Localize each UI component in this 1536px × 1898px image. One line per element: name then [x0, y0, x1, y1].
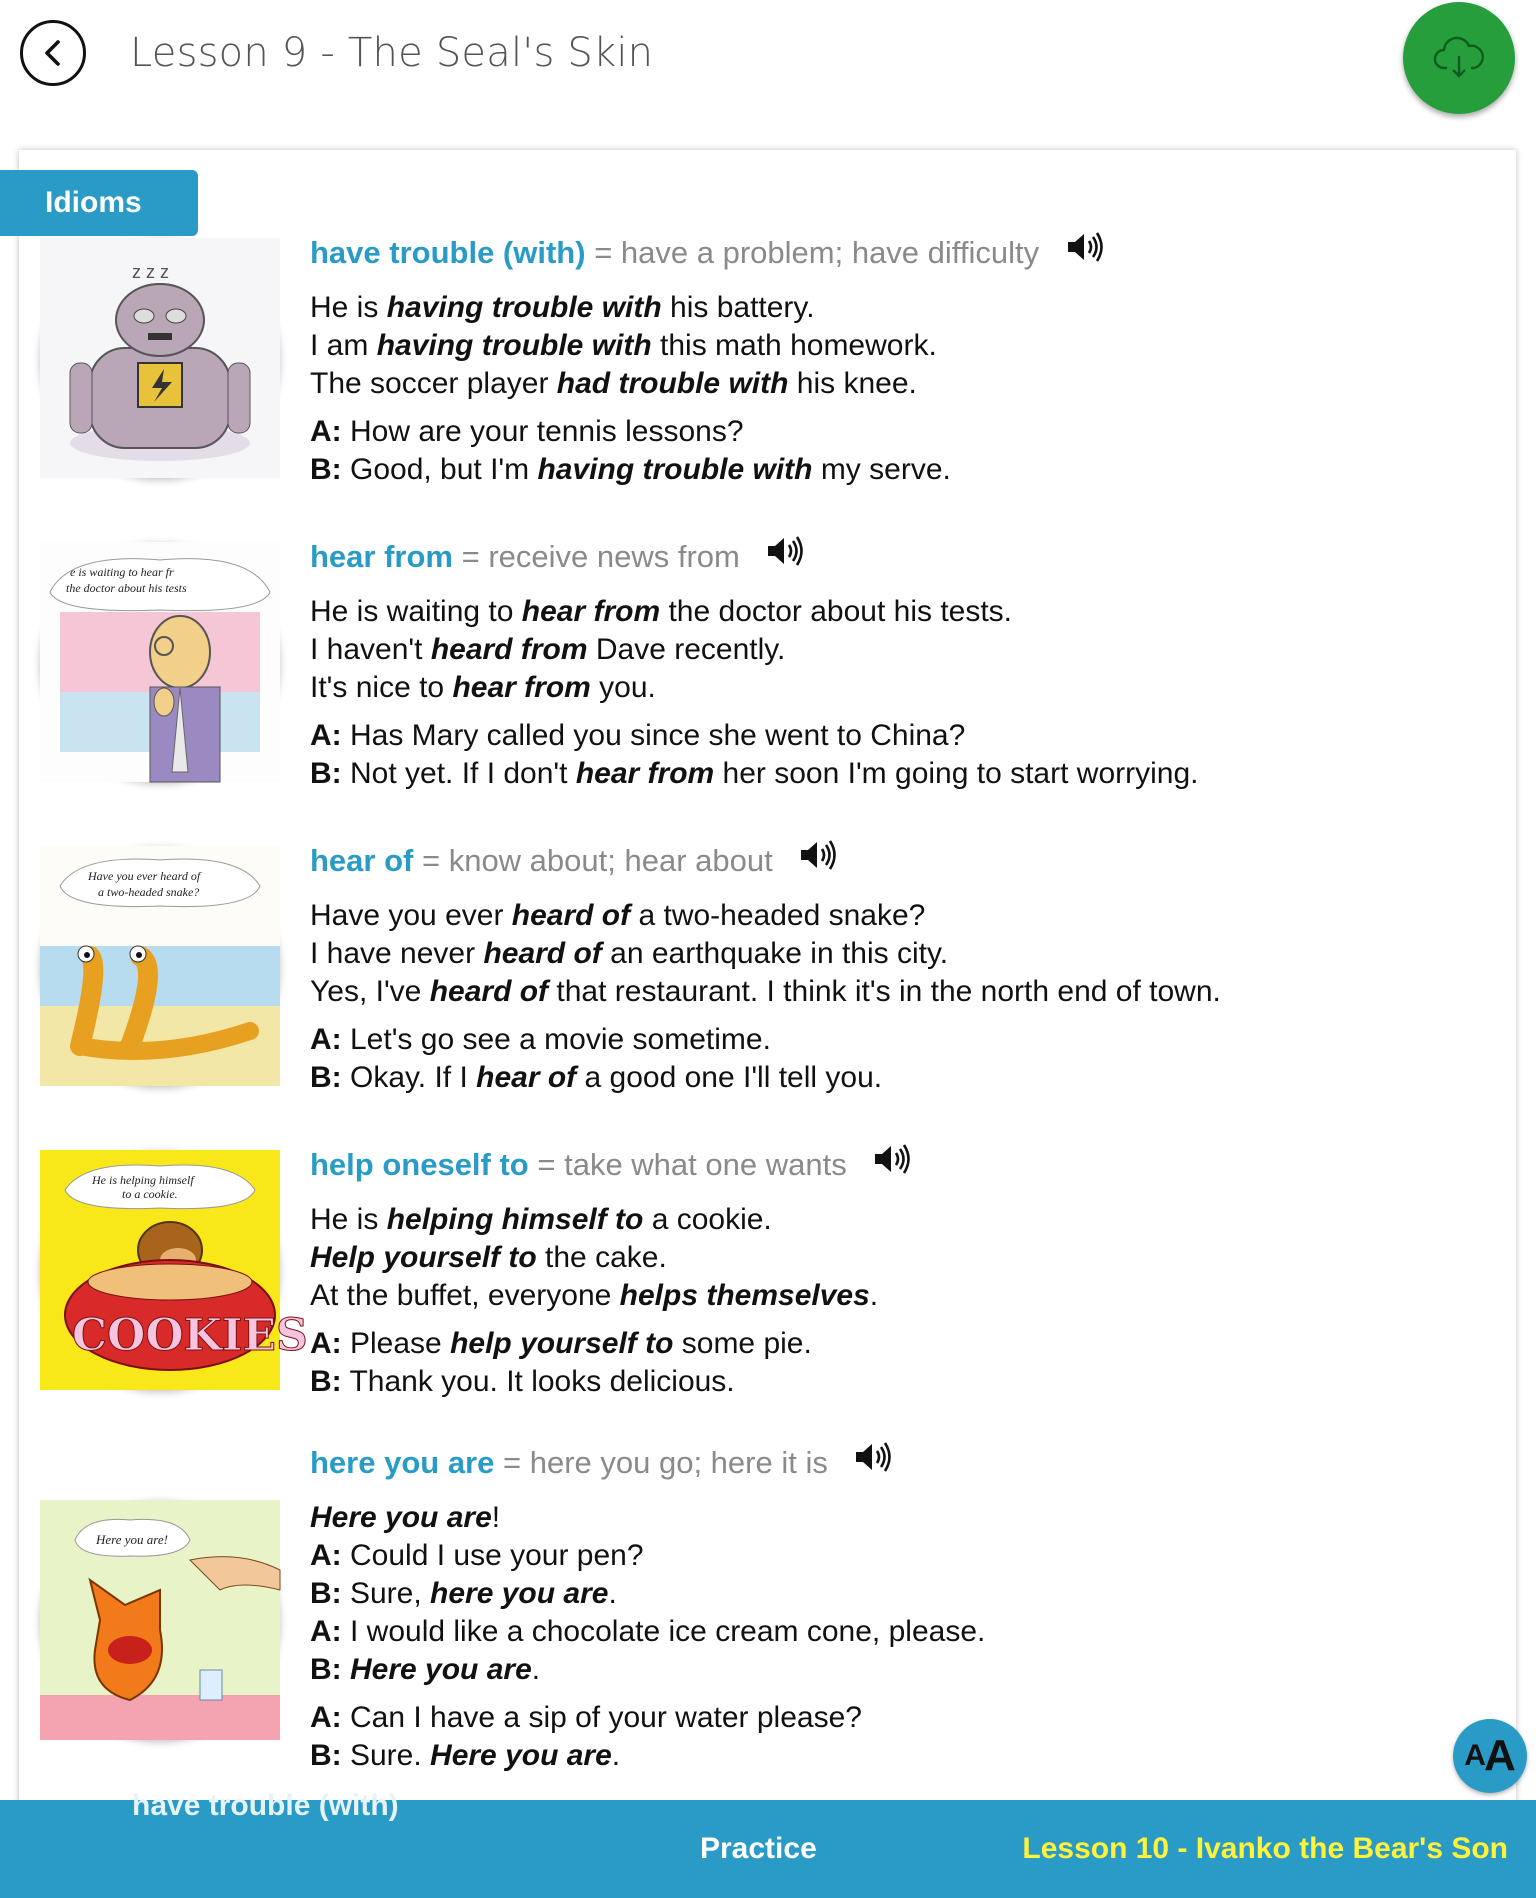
- sentence-text: I am: [310, 329, 377, 363]
- idiom-illustration: [40, 1150, 308, 1390]
- idiom-keyword: heard from: [430, 633, 588, 667]
- example-list: [310, 593, 1490, 707]
- speaker-label: A:: [310, 1539, 342, 1573]
- speaker-icon[interactable]: [1066, 231, 1104, 272]
- idiom-heading: [310, 1146, 1490, 1187]
- example-sentence: [310, 1239, 1490, 1277]
- dialogue: [310, 1325, 1490, 1401]
- sentence-text: a two-headed snake?: [630, 899, 926, 933]
- idiom-definition: = have a problem; have difficulty: [594, 235, 1040, 270]
- idiom-keyword: Help yourself to: [310, 1241, 537, 1275]
- sentence-text: Thank you. It looks delicious.: [341, 1365, 735, 1399]
- dialogue: [310, 1699, 1490, 1775]
- example-list: [310, 897, 1490, 1011]
- sentence-text: some pie.: [673, 1327, 812, 1361]
- idiom-keyword: having trouble with: [386, 291, 662, 325]
- idiom-heading: [310, 538, 1490, 579]
- idiom-illustration: [40, 238, 280, 478]
- example-sentence: [310, 327, 1490, 365]
- illustration-caption: the doctor about his tests: [66, 581, 187, 595]
- idiom-heading: [310, 842, 1490, 883]
- idiom-keyword: Here you are: [350, 1653, 532, 1687]
- idiom-text: [310, 1444, 1490, 1775]
- example-sentence: [310, 1575, 1490, 1613]
- sentence-text: Please: [341, 1327, 451, 1361]
- speaker-label: A:: [310, 1327, 342, 1361]
- sentence-text: you.: [590, 671, 656, 705]
- speaker-label: B:: [310, 757, 342, 791]
- sentence-text: a good one I'll tell you.: [576, 1061, 883, 1095]
- example-sentence: [310, 935, 1490, 973]
- illustration-caption: Have you ever heard of: [88, 869, 201, 883]
- example-sentence: [310, 1277, 1490, 1315]
- idiom-keyword: heard of: [511, 899, 631, 933]
- next-lesson-link[interactable]: Lesson 10 - Ivanko the Bear's Son: [1022, 1832, 1508, 1865]
- speaker-label: B:: [310, 1653, 342, 1687]
- sentence-text: Okay. If I: [341, 1061, 477, 1095]
- sentence-text: .: [611, 1739, 621, 1773]
- idiom-keyword: having trouble with: [376, 329, 652, 363]
- idiom-definition: = here you go; here it is: [503, 1445, 828, 1480]
- dialogue-line: [310, 1021, 1490, 1059]
- font-size-label-small: A: [1464, 1739, 1486, 1772]
- idiom-term: have trouble (with): [310, 235, 586, 270]
- sentence-text: the doctor about his tests.: [660, 595, 1013, 629]
- dialogue-line: [310, 1325, 1490, 1363]
- sentence-text: that restaurant. I think it's in the north end of town.: [548, 975, 1221, 1009]
- sentence-text: a cookie.: [643, 1203, 772, 1237]
- illustration-caption: a two-headed snake?: [98, 885, 200, 899]
- idiom-keyword: hear of: [476, 1061, 577, 1095]
- speaker-label: A:: [310, 1615, 342, 1649]
- speaker-label: A:: [310, 719, 342, 753]
- idiom-term: help oneself to: [310, 1147, 529, 1182]
- example-sentence: [310, 1613, 1490, 1651]
- example-list: [310, 1499, 1490, 1689]
- illustration-label: COOKIES: [72, 1310, 308, 1361]
- illustration-caption: He is helping himself: [92, 1173, 194, 1187]
- idiom-keyword: helps themselves: [619, 1279, 870, 1313]
- example-sentence: [310, 289, 1490, 327]
- idioms-card: [19, 150, 1516, 1810]
- idiom-keyword: heard of: [429, 975, 549, 1009]
- idiom-text: [310, 1146, 1490, 1401]
- sentence-text: I haven't: [310, 633, 431, 667]
- idiom-keyword: here you are: [430, 1577, 609, 1611]
- idiom-definition: = receive news from: [461, 539, 740, 574]
- sentence-text: Sure,: [341, 1577, 431, 1611]
- sentence-text: Have you ever: [310, 899, 512, 933]
- sentence-text: The soccer player: [310, 367, 557, 401]
- idiom-heading: [310, 1444, 1490, 1485]
- idiom-illustration: [40, 1500, 280, 1740]
- sentence-text: Yes, I've: [310, 975, 430, 1009]
- idiom-text: [310, 842, 1490, 1097]
- sentence-text: I would like a chocolate ice cream cone, please.: [341, 1615, 986, 1649]
- idiom-keyword: had trouble with: [556, 367, 789, 401]
- sentence-text: Can I have a sip of your water please?: [341, 1701, 862, 1735]
- sentence-text: !: [491, 1501, 501, 1535]
- example-list: [310, 1201, 1490, 1315]
- speaker-icon[interactable]: [873, 1143, 911, 1184]
- sentence-text: this math homework.: [651, 329, 937, 363]
- dialogue-line: [310, 1363, 1490, 1401]
- speaker-icon[interactable]: [766, 535, 804, 576]
- sentence-text: his battery.: [661, 291, 815, 325]
- svg-text:z z z: z z z: [132, 262, 170, 282]
- sentence-text: Could I use your pen?: [341, 1539, 644, 1573]
- back-button[interactable]: [20, 20, 86, 86]
- sentence-text: [342, 1653, 350, 1686]
- idiom-illustration: [40, 542, 280, 782]
- speaker-label: A:: [310, 1701, 342, 1735]
- sentence-text: an earthquake in this city.: [601, 937, 949, 971]
- illustration-caption: e is waiting to hear fr: [70, 565, 174, 579]
- bottom-nav-bar: [0, 1789, 1536, 1898]
- sentence-text: Sure.: [341, 1739, 431, 1773]
- illustration-caption: to a cookie.: [122, 1187, 178, 1201]
- idiom-illustration: [40, 846, 280, 1086]
- idiom-term: hear of: [310, 843, 414, 878]
- chevron-left-icon: [38, 38, 68, 68]
- sentence-text: Dave recently.: [587, 633, 786, 667]
- idiom-heading: [310, 234, 1490, 275]
- sentence-text: At the buffet, everyone: [310, 1279, 620, 1313]
- sentence-text: the cake.: [536, 1241, 667, 1275]
- example-sentence: [310, 1201, 1490, 1239]
- font-size-label-big: A: [1483, 1731, 1516, 1780]
- sentence-text: Not yet. If I don't: [341, 757, 576, 791]
- sentence-text: I have never: [310, 937, 484, 971]
- download-button[interactable]: [1403, 2, 1515, 114]
- idiom-keyword: heard of: [483, 937, 602, 971]
- speaker-icon[interactable]: [854, 1441, 892, 1482]
- scrolling-heading-ghost: have trouble (with): [132, 1789, 399, 1822]
- speaker-label: B:: [310, 453, 342, 487]
- speaker-label: B:: [310, 1739, 342, 1773]
- example-sentence: [310, 365, 1490, 403]
- idiom-keyword: Here you are: [430, 1739, 612, 1773]
- sentence-text: He is: [310, 291, 387, 325]
- practice-button[interactable]: Practice: [700, 1832, 817, 1865]
- sentence-text: Has Mary called you since she went to China?: [341, 719, 966, 753]
- dialogue-line: [310, 717, 1490, 755]
- page-title: Lesson 9 - The Seal's Skin: [130, 30, 654, 76]
- idiom-keyword: hear from: [521, 595, 661, 629]
- dialogue: [310, 717, 1490, 793]
- example-sentence: [310, 973, 1490, 1011]
- dialogue-line: [310, 1737, 1490, 1775]
- speaker-label: B:: [310, 1365, 342, 1399]
- dialogue: [310, 1021, 1490, 1097]
- idiom-term: hear from: [310, 539, 453, 574]
- sentence-text: How are your tennis lessons?: [341, 415, 744, 449]
- example-sentence: [310, 1499, 1490, 1537]
- idiom-definition: = know about; hear about: [421, 843, 773, 878]
- dialogue-line: [310, 413, 1490, 451]
- sentence-text: .: [869, 1279, 879, 1313]
- illustration-caption: Here you are!: [96, 1532, 168, 1547]
- app-header: [0, 0, 1536, 125]
- example-sentence: [310, 897, 1490, 935]
- idiom-keyword: Here you are: [310, 1501, 492, 1535]
- sentence-text: Good, but I'm: [341, 453, 538, 487]
- sentence-text: .: [608, 1577, 617, 1611]
- example-list: [310, 289, 1490, 403]
- example-sentence: [310, 669, 1490, 707]
- idiom-definition: = take what one wants: [537, 1147, 847, 1182]
- idiom-keyword: helping himself to: [386, 1203, 644, 1237]
- idiom-text: [310, 538, 1490, 793]
- sentence-text: her soon I'm going to start worrying.: [714, 757, 1199, 791]
- cloud-download-icon: [1433, 36, 1485, 80]
- example-sentence: [310, 593, 1490, 631]
- section-tab-idioms: Idioms: [0, 170, 198, 236]
- speaker-icon[interactable]: [799, 839, 837, 880]
- speaker-label: A:: [310, 415, 342, 449]
- sentence-text: He is: [310, 1203, 387, 1237]
- sentence-text: It's nice to: [310, 671, 453, 705]
- sentence-text: his knee.: [788, 367, 917, 401]
- dialogue-line: [310, 1059, 1490, 1097]
- idiom-keyword: hear from: [575, 757, 715, 791]
- speaker-label: A:: [310, 1023, 342, 1057]
- dialogue: [310, 413, 1490, 489]
- sentence-text: He is waiting to: [310, 595, 522, 629]
- idiom-keyword: having trouble with: [537, 453, 813, 487]
- sentence-text: .: [531, 1653, 541, 1687]
- idiom-term: here you are: [310, 1445, 495, 1480]
- idiom-keyword: help yourself to: [450, 1327, 674, 1361]
- dialogue-line: [310, 1699, 1490, 1737]
- idiom-text: [310, 234, 1490, 489]
- example-sentence: [310, 1651, 1490, 1689]
- speaker-label: B:: [310, 1061, 342, 1095]
- font-size-button[interactable]: [1453, 1719, 1527, 1793]
- example-sentence: [310, 1537, 1490, 1575]
- idiom-keyword: hear from: [452, 671, 591, 705]
- sentence-text: my serve.: [812, 453, 951, 487]
- speaker-label: B:: [310, 1577, 342, 1611]
- dialogue-line: [310, 755, 1490, 793]
- example-sentence: [310, 631, 1490, 669]
- sentence-text: Let's go see a movie sometime.: [341, 1023, 771, 1057]
- dialogue-line: [310, 451, 1490, 489]
